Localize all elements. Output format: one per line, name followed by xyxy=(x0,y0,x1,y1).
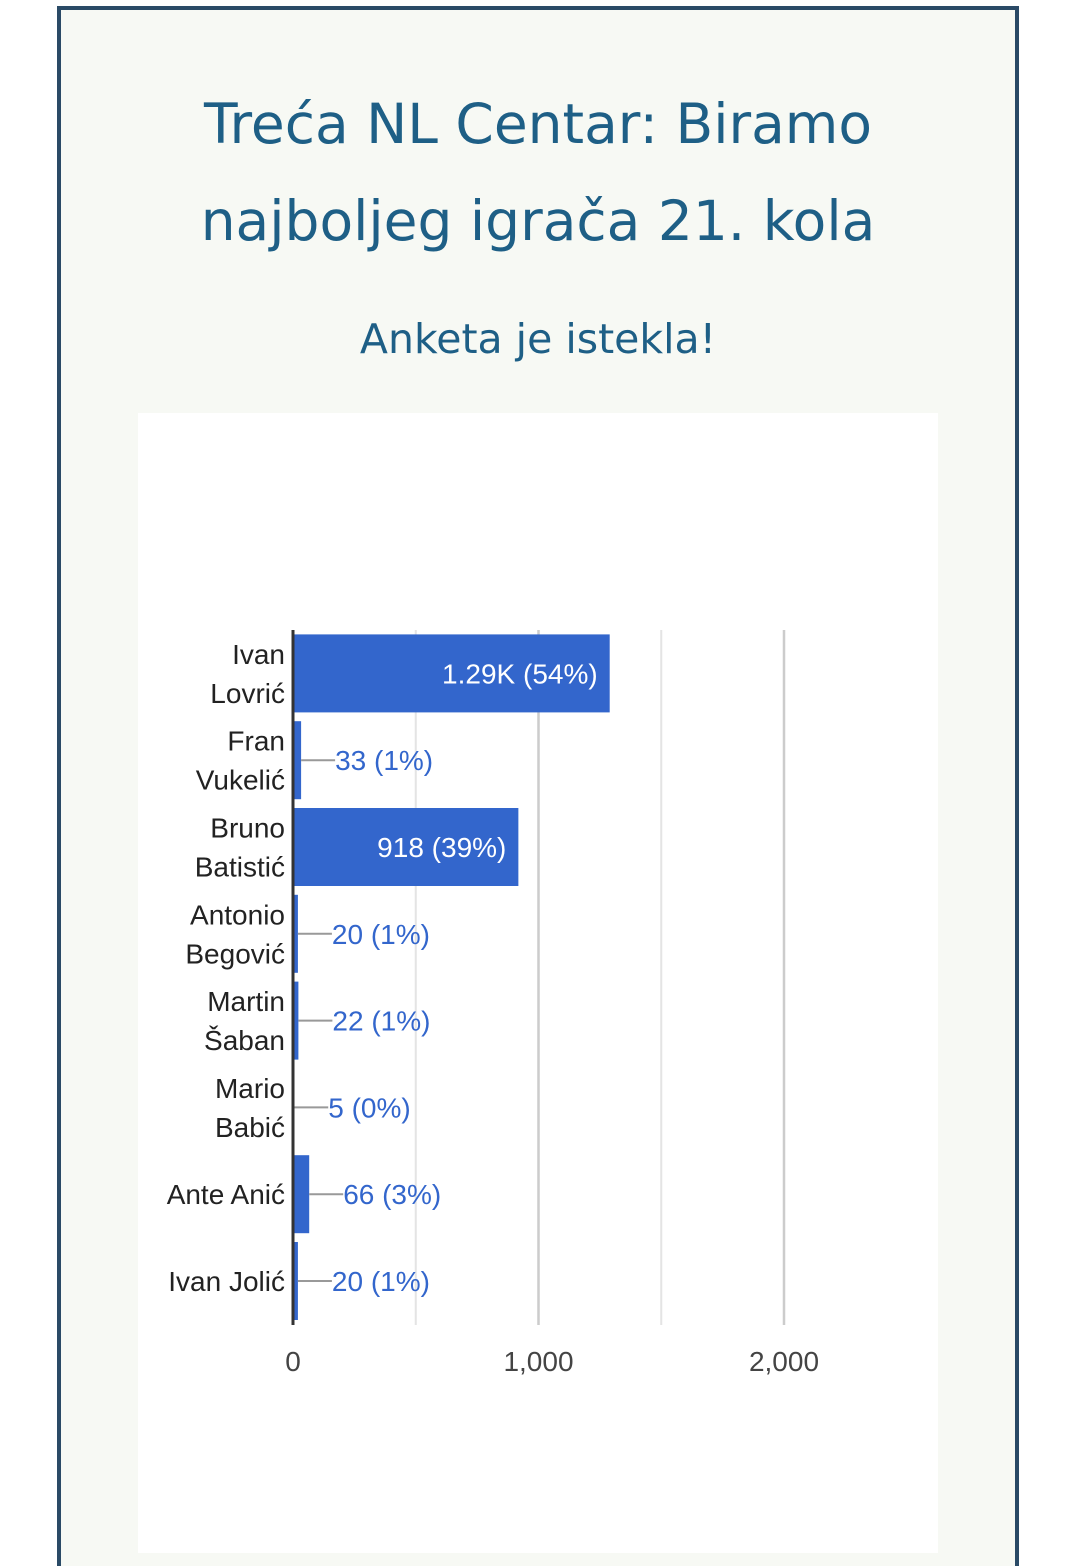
bar-chart-svg xyxy=(138,413,938,1413)
results-chart xyxy=(138,413,938,1553)
category-label-5-0: Mario xyxy=(214,1072,285,1104)
bar-6 xyxy=(293,1155,309,1233)
category-label-1-0: Fran xyxy=(227,725,285,757)
poll-status: Anketa je istekla! xyxy=(359,315,717,363)
category-label-6-0: Ante Anić xyxy=(166,1179,285,1211)
category-label-1-1: Vukelić xyxy=(195,764,285,796)
x-tick-label-1: 1,000 xyxy=(503,1346,574,1377)
category-label-2-1: Batistić xyxy=(194,851,285,883)
x-tick-label-0: 0 xyxy=(285,1346,301,1377)
category-label-4-1: Šaban xyxy=(204,1025,285,1057)
category-label-7-0: Ivan Jolić xyxy=(168,1266,285,1297)
data-label-2: 918 (39%) xyxy=(377,832,507,863)
data-label-5: 5 (0%) xyxy=(328,1092,411,1124)
poll-title xyxy=(61,76,1015,270)
category-label-0-1: Lovrić xyxy=(210,677,285,709)
category-label-4-0: Martin xyxy=(207,986,285,1018)
category-label-0-0: Ivan xyxy=(232,638,285,670)
data-label-7: 20 (1%) xyxy=(331,1266,430,1297)
data-label-0: 1.29K (54%) xyxy=(442,658,598,690)
data-label-1: 33 (1%) xyxy=(335,745,434,777)
poll-title-line1: Treća NL Centar: Biramo xyxy=(203,92,873,156)
data-label-3: 20 (1%) xyxy=(331,918,430,950)
category-label-3-0: Antonio xyxy=(190,899,285,931)
data-label-6: 66 (3%) xyxy=(343,1179,442,1211)
category-label-5-1: Babić xyxy=(214,1111,285,1143)
poll-title-line2: najboljeg igrača 21. kola xyxy=(200,189,876,253)
category-label-2-0: Bruno xyxy=(210,812,285,844)
data-label-4: 22 (1%) xyxy=(332,1005,431,1037)
x-tick-label-2: 2,000 xyxy=(748,1346,820,1377)
category-label-3-1: Begović xyxy=(185,938,285,970)
